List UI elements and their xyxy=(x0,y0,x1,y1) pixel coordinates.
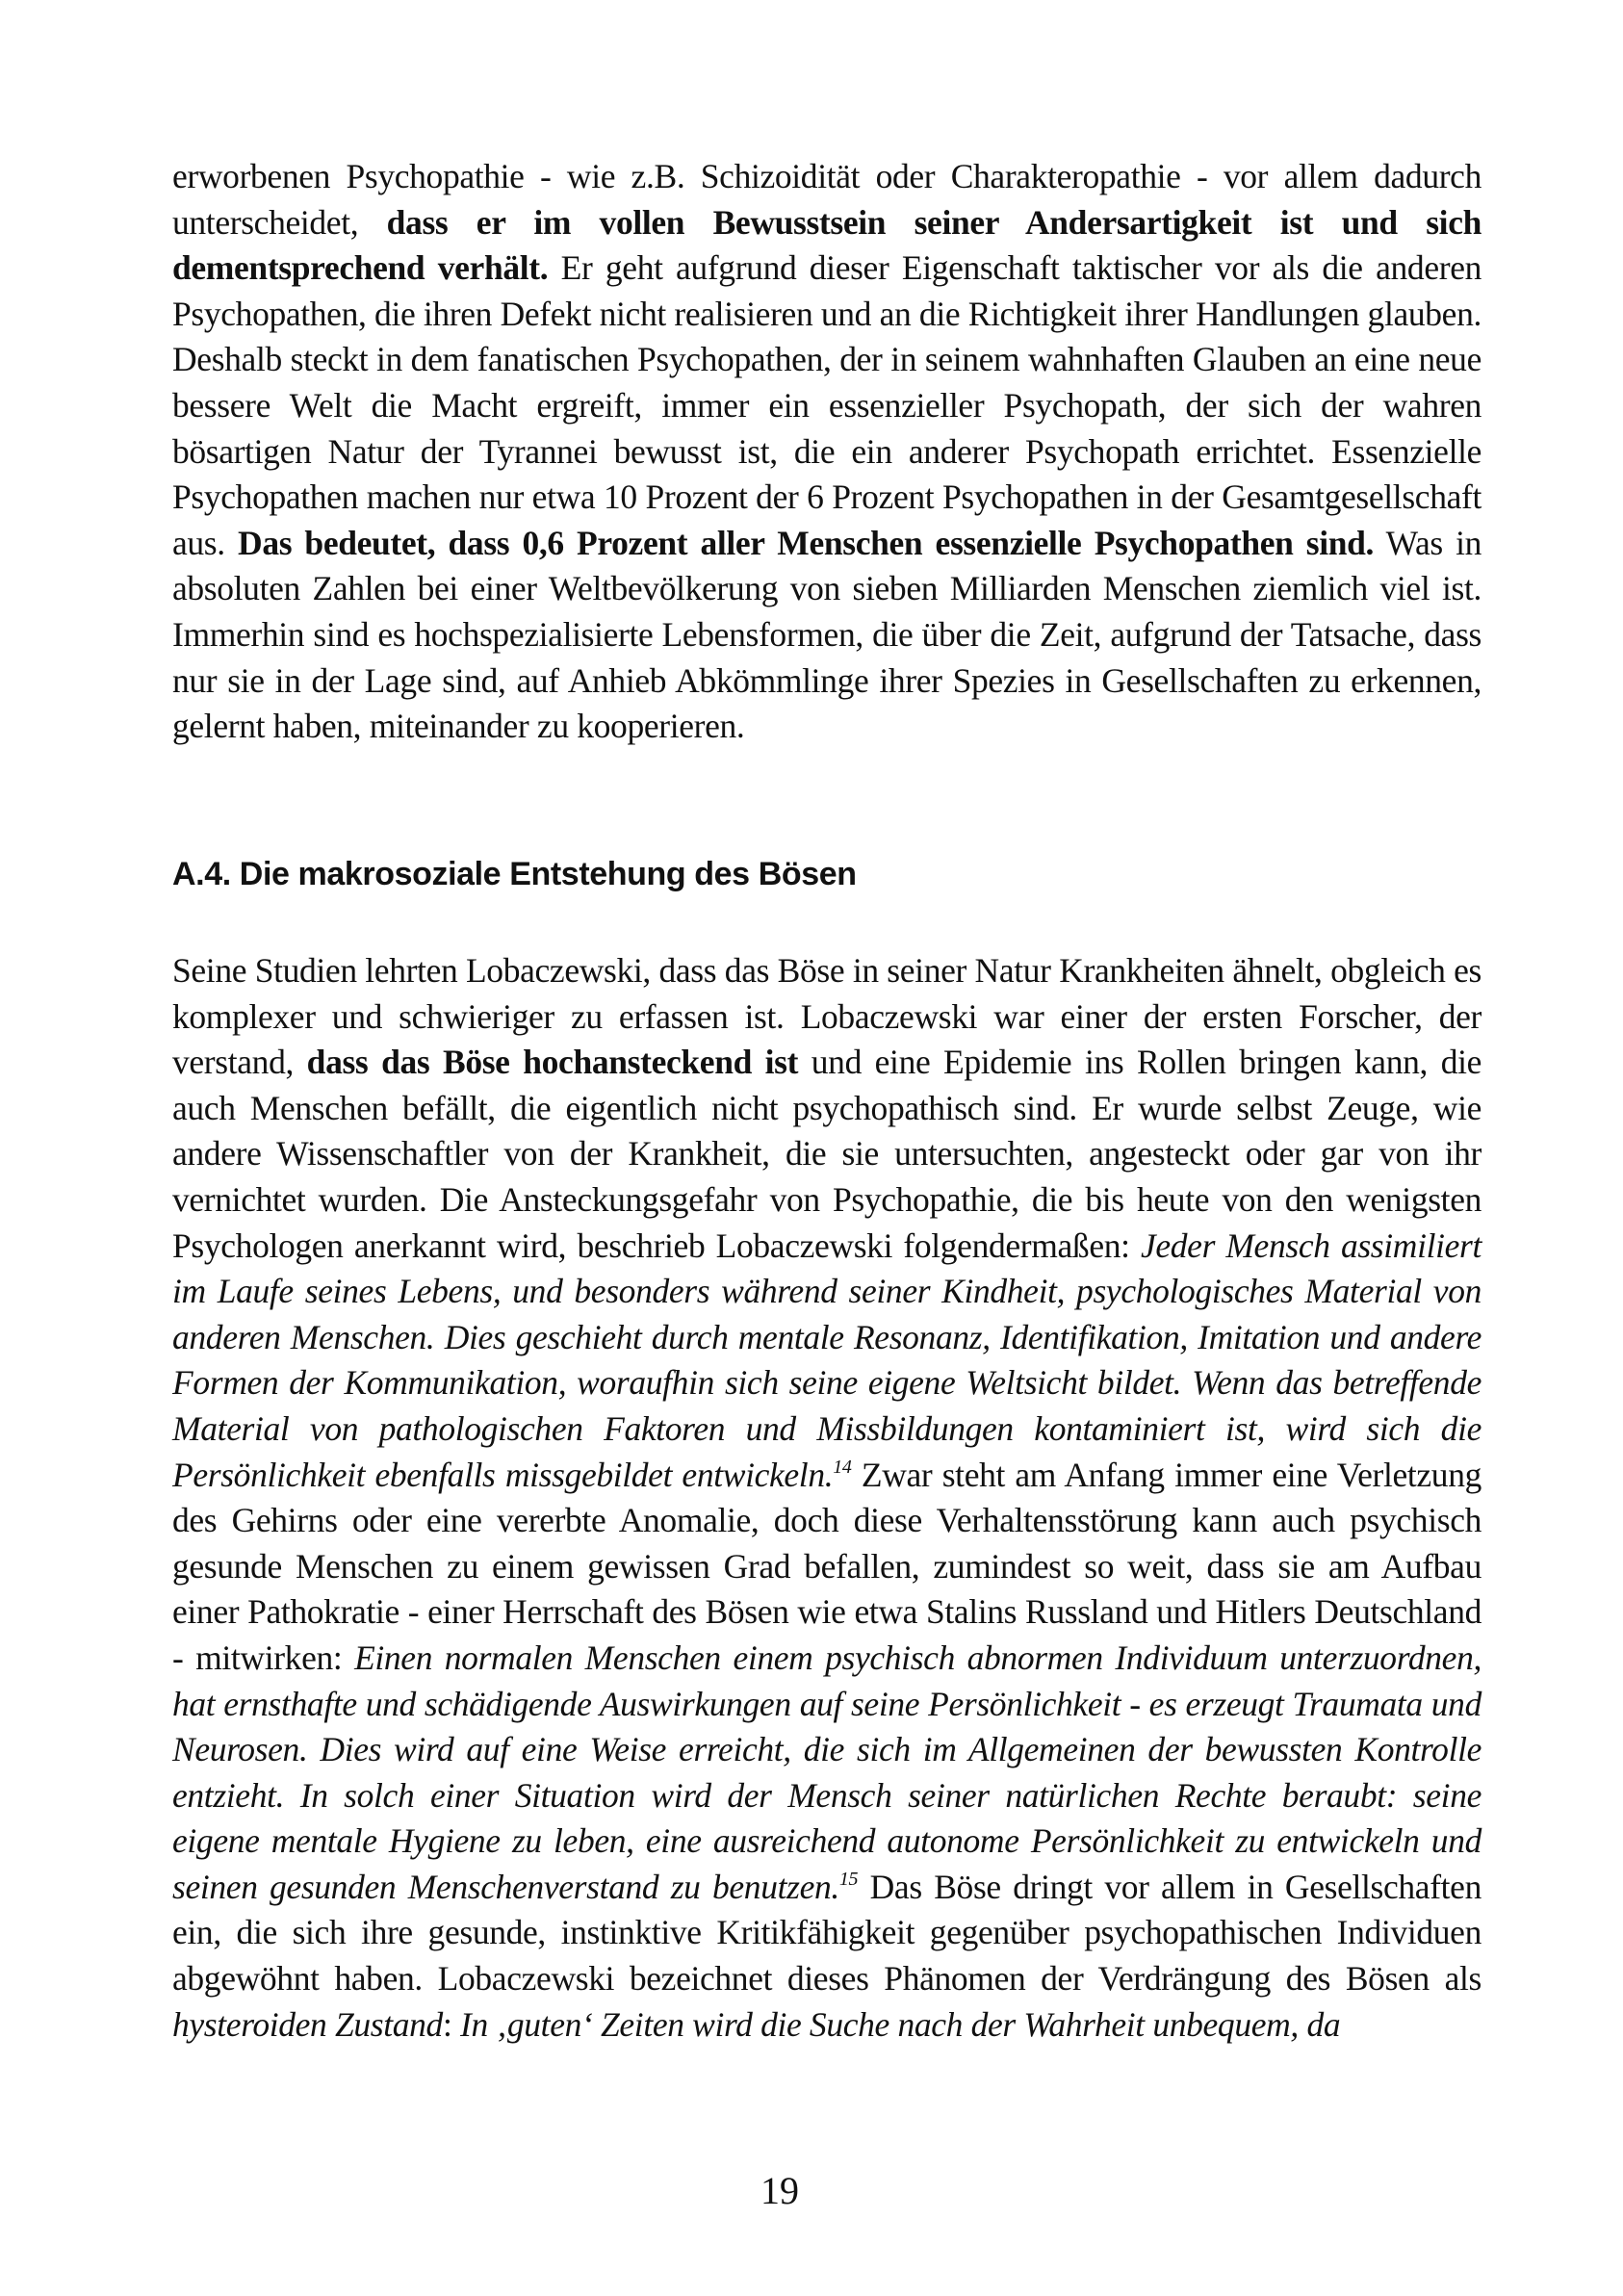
italic-quote: In ‚guten‘ Zeiten wird die Suche nach der Wahrheit unbequem, da xyxy=(460,2004,1341,2044)
bold-emphasis: dass das Böse hochansteckend ist xyxy=(306,1043,799,1082)
italic-quote: Jeder Mensch assimiliert im Laufe seines Lebens, und besonders während seiner Kindheit, psychologisches Material von anderen Menschen. Dies geschieht durch mentale Resonanz, Identifikation, Imitation und andere Formen der Kommunikation, woraufhin sich seine eigene Weltsicht bildet. Wenn das betreffende Material von pathologischen Faktoren und Missbildungen kontaminiert ist, wird sich die Persönlichkeit ebenfalls missgebildet entwickeln. xyxy=(172,1225,1481,1494)
paragraph-text: Das Böse dringt vor allem in Gesellschaften ein, die sich ihre gesunde, instinktive Kritikfähigkeit gegenüber psychopathischen Individuen abgewöhnt haben. Lobaczewski bezeichnet dieses Phänomen der Verdrängung des Bösen als xyxy=(172,1867,1481,1999)
bold-emphasis: dass er im vollen Bewusstsein seiner Andersartigkeit ist und sich dementsprechend verhält. xyxy=(172,202,1481,288)
section-heading: A.4. Die makrosoziale Entstehung des Bösen xyxy=(172,856,857,892)
footnote-ref-14[interactable]: 14 xyxy=(833,1456,852,1478)
footnote-ref-15[interactable]: 15 xyxy=(838,1868,859,1890)
paragraph-text: und eine Epidemie ins Rollen bringen kann, die auch Menschen befällt, die eigentlich nicht psychopathisch sind. Er wurde selbst Zeuge, wie andere Wissenschaftler von der Krankheit, die sie untersuchten, angesteckt oder gar von ihr vernichtet wurden. Die Ansteckungsgefahr von Psychopathie, die bis heute von den wenigsten Psychologen anerkannt wird, beschrieb Lobaczewski folgendermaßen: xyxy=(172,1043,1482,1265)
page-number: 19 xyxy=(760,2169,799,2212)
italic-term: hysteroiden Zustand xyxy=(172,2004,443,2044)
paragraph-text: Seine Studien lehrten Lobaczewski, dass das Böse in seiner Natur Krankheiten ähnelt, obgleich es komplexer und schwieriger zu erfassen ist. Lobaczewski war einer der ersten Forscher, der verstand, xyxy=(172,951,1481,1082)
paragraph-text: Was in absoluten Zahlen bei einer Weltbevölkerung von sieben Milliarden Menschen ziemlich viel ist. Immerhin sind es hochspezialisierte Lebensformen, die über die Zeit, aufgrund der Tatsache, dass nur sie in der Lage sind, auf Anhieb Abkömmlinge ihrer Spezies in Gesellschaften zu erkennen, gelernt haben, miteinander zu kooperieren. xyxy=(172,523,1482,746)
paragraph-text: Zwar steht am Anfang immer eine Verletzung des Gehirns oder eine vererbte Anomalie, doch diese Verhaltensstörung kann auch psychisch gesunde Menschen zu einem gewissen Grad befallen, zumindest so weit, dass sie am Aufbau einer Pathokratie - einer Herrschaft des Bösen wie etwa Stalins Russland und Hitlers Deutschland - mitwirken: xyxy=(172,1455,1481,1677)
bold-emphasis: Das bedeutet, dass 0,6 Prozent aller Menschen essenzielle Psychopathen sind. xyxy=(238,523,1375,562)
body-paragraph-2 xyxy=(172,948,1481,2048)
body-paragraph-1 xyxy=(172,154,1481,750)
paragraph-text: : xyxy=(442,2004,461,2044)
paragraph-text: erworbenen Psychopathie - wie z.B. Schizoidität oder Charakteropathie - vor allem dadurch unterscheidet, xyxy=(172,157,1481,242)
paragraph-text: Er geht aufgrund dieser Eigenschaft taktischer vor als die anderen Psychopathen, die ihren Defekt nicht realisieren und an die Richtigkeit ihrer Handlungen glauben. Deshalb steckt in dem fanatischen Psychopathen, der in seinem wahnhaften Glauben an eine neue bessere Welt die Macht ergreift, immer ein essenzieller Psychopath, der sich der wahren bösartigen Natur der Tyrannei bewusst ist, die ein anderer Psychopath errichtet. Essenzielle Psychopathen machen nur etwa 10 Prozent der 6 Prozent Psychopathen in der Gesamtgesellschaft aus. xyxy=(172,248,1481,562)
italic-quote: Einen normalen Menschen einem psychisch abnormen Individuum unterzuordnen, hat ernsthafte und schädigende Auswirkungen auf seine Persönlichkeit - es erzeugt Traumata und Neurosen. Dies wird auf eine Weise erreicht, die sich im Allgemeinen der bewussten Kontrolle entzieht. In solch einer Situation wird der Mensch seiner natürlichen Rechte beraubt: seine eigene mentale Hygiene zu leben, eine ausreichend autonome Persönlichkeit zu entwickeln und seinen gesunden Menschenverstand zu benutzen. xyxy=(172,1638,1481,1906)
